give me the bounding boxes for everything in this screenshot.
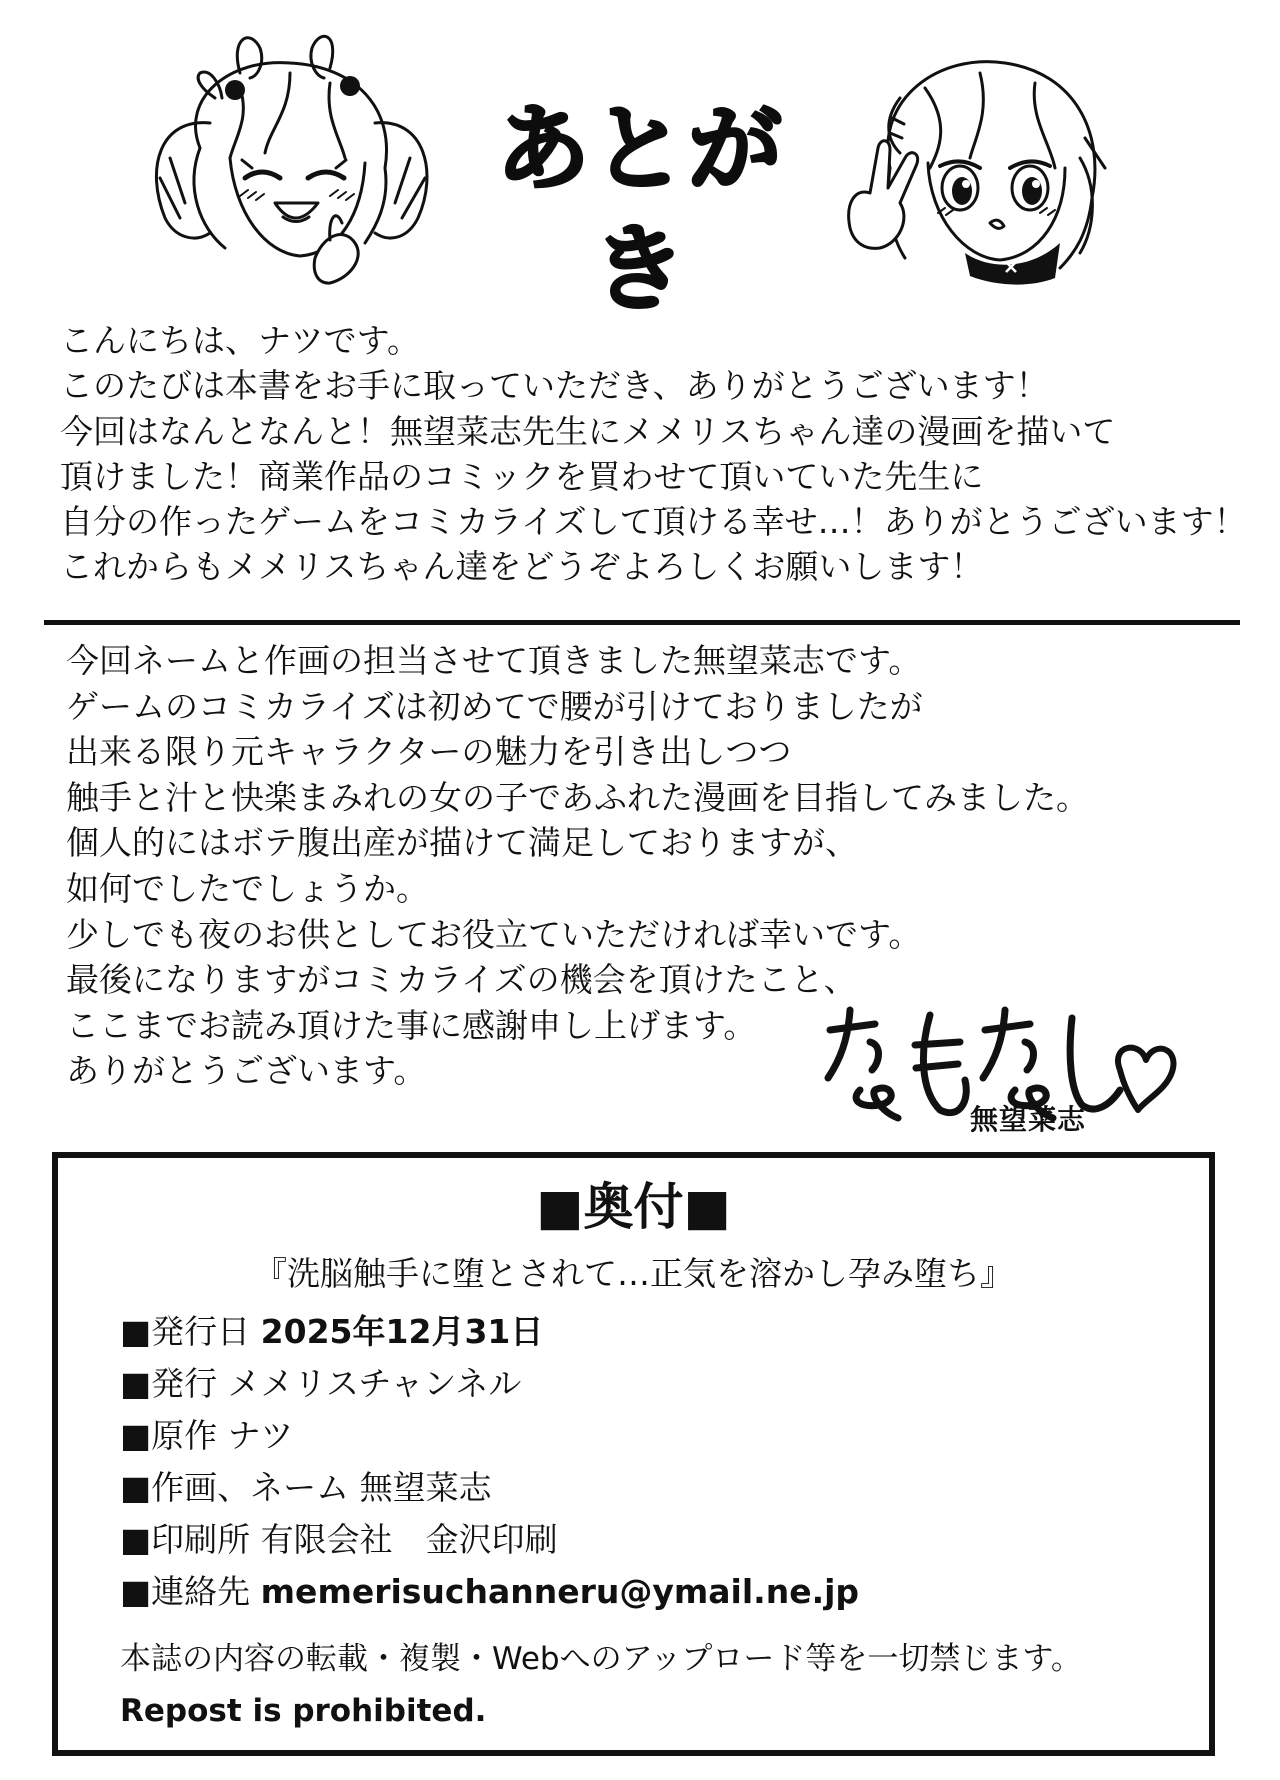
afterword-natsu-line: これからもメメリスちゃん達をどうぞよろしくお願いします！ — [60, 547, 984, 587]
colophon-item-artist: ■作画、ネーム 無望菜志 — [120, 1468, 492, 1507]
colophon-book-title: 『洗脳触手に堕とされて…正気を溶かし孕み堕ち』 — [254, 1254, 1013, 1293]
colophon-items — [120, 1306, 859, 1618]
contact-email: memerisuchanneru@ymail.ne.jp — [260, 1572, 860, 1611]
afterword-mubo-line: 触手と汁と快楽まみれの女の子であふれた漫画を目指してみました。 — [66, 777, 1089, 817]
afterword-natsu-line: 頂けました！商業作品のコミックを買わせて頂いていた先生に — [60, 456, 984, 496]
afterword-natsu-line: このたびは本書をお手に取っていただき、ありがとうございます！ — [60, 366, 1049, 406]
colophon-item-date: ■発行日 2025年12月31日 — [120, 1312, 544, 1351]
afterword-natsu-line: 今回はなんとなんと！無望菜志先生にメメリスちゃん達の漫画を描いて — [60, 411, 1116, 451]
colophon-title: ■奥付■ — [536, 1178, 731, 1236]
afterword-mubo-line: 最後になりますがコミカライズの機会を頂けたこと、 — [66, 960, 857, 1000]
colophon-box — [52, 1152, 1215, 1756]
afterword-mubo-line: ここまでお読み頂けた事に感謝申し上げます。 — [66, 1005, 757, 1045]
afterword-natsu-line: こんにちは、ナツです。 — [60, 321, 421, 360]
page-title: あとがき — [495, 95, 784, 324]
afterword-mubo-line: ゲームのコミカライズは初めてで腰が引けておりましたが — [66, 686, 923, 726]
colophon-item-original: ■原作 ナツ — [120, 1416, 294, 1455]
reprint-notice: 本誌の内容の転載・複製・Webへのアップロード等を一切禁じます。 — [120, 1641, 1082, 1677]
afterword-mubo-line: 今回ネームと作画の担当させて頂きました無望菜志です。 — [66, 641, 922, 680]
chibi-girl-laughing-icon — [140, 28, 440, 293]
repost-notice: Repost is prohibited. — [120, 1693, 487, 1729]
section-divider — [44, 620, 1240, 625]
colophon-item-printer: ■印刷所 有限会社 金沢印刷 — [120, 1520, 558, 1559]
afterword-mubo-line: 如何でしたでしょうか。 — [66, 868, 429, 908]
header — [0, 0, 1280, 324]
afterword-natsu-line: 自分の作ったゲームをコミカライズして頂ける幸せ…！ありがとうございます！ — [60, 502, 1247, 542]
afterword-mubo-line: 出来る限り元キャラクターの魅力を引き出しつつ — [66, 732, 792, 772]
afterword-mubo-line: 少しでも夜のお供としてお役立ていただければ幸いです。 — [66, 914, 922, 954]
author-signature — [820, 1000, 1180, 1138]
colophon-item-contact: ■連絡先 memerisuchanneru@ymail.ne.jp — [120, 1572, 860, 1611]
afterword-mubo-line: 個人的にはボテ腹出産が描けて満足しておりますが、 — [66, 823, 858, 863]
chibi-girl-peace-sign-icon — [830, 38, 1120, 288]
colophon-item-publisher: ■発行 メメリスチャンネル — [120, 1364, 522, 1403]
afterword-natsu — [60, 318, 1280, 590]
afterword-mubo-line: ありがとうございます。 — [66, 1051, 427, 1091]
signature-sub: 無望菜志 — [970, 1103, 1087, 1136]
afterword-natsu-lines — [60, 318, 1280, 590]
